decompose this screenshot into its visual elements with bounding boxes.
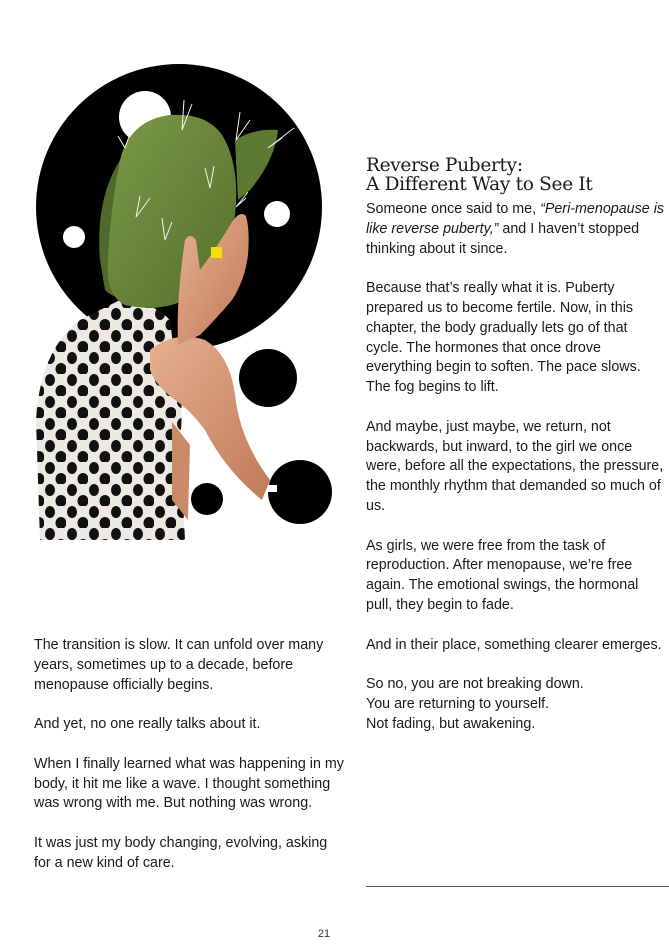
paragraph: Someone once said to me, “Peri-menopause is like reverse puberty,” and I haven’t stopped thinking about it since.: [366, 201, 665, 257]
white-dot-right: [264, 201, 290, 227]
white-dot-left: [63, 226, 85, 248]
paragraph: It was just my body changing, evolving, asking for a new kind of care.: [34, 834, 328, 871]
article-heading: [366, 156, 666, 194]
paragraph: And maybe, just maybe, we return, not backwards, but inward, to the girl we once were, before all the expectations, the pressure, the monthly rhythm that demanded so much of us.: [366, 418, 664, 514]
paragraph: The transition is slow. It can unfold over many years, sometimes up to a decade, before menopause officially begins.: [34, 637, 324, 693]
yellow-square: [211, 247, 222, 258]
left-column: [34, 636, 344, 893]
paragraph: And yet, no one really talks about it.: [34, 716, 261, 733]
closing-line: You are returning to yourself.: [366, 695, 550, 712]
closing-line: Not fading, but awakening.: [366, 715, 536, 732]
black-dot-mid: [239, 349, 297, 407]
paragraph: Because that’s really what it is. Puberty prepared us to become fertile. Now, in this chapter, the body gradually lets go of that cycle. The hormones that once drove everything begin to soften. The pace slows. The fog begins to lift.: [366, 280, 641, 396]
right-column: [366, 200, 666, 735]
closing-line: So no, you are not breaking down.: [366, 676, 584, 693]
paragraph: When I finally learned what was happening in my body, it hit me like a wave. I thought something was wrong with me. But nothing was wrong.: [34, 755, 344, 812]
page-number: 21: [317, 928, 331, 940]
paragraph: And in their place, something clearer emerges.: [366, 636, 662, 653]
heading-line-2: A Different Way to See It: [366, 174, 593, 195]
heading-line-1: Reverse Puberty:: [366, 155, 523, 176]
black-dot-large: [268, 460, 332, 524]
quote: “Peri-menopause is like reverse puberty,”: [366, 201, 665, 237]
paragraph: As girls, we were free from the task of reproduction. After menopause, we’re free again. The emotional swings, the hormonal pull, they begin to fade.: [366, 537, 639, 613]
divider-rule: [366, 886, 669, 887]
black-dot-small: [191, 483, 223, 515]
